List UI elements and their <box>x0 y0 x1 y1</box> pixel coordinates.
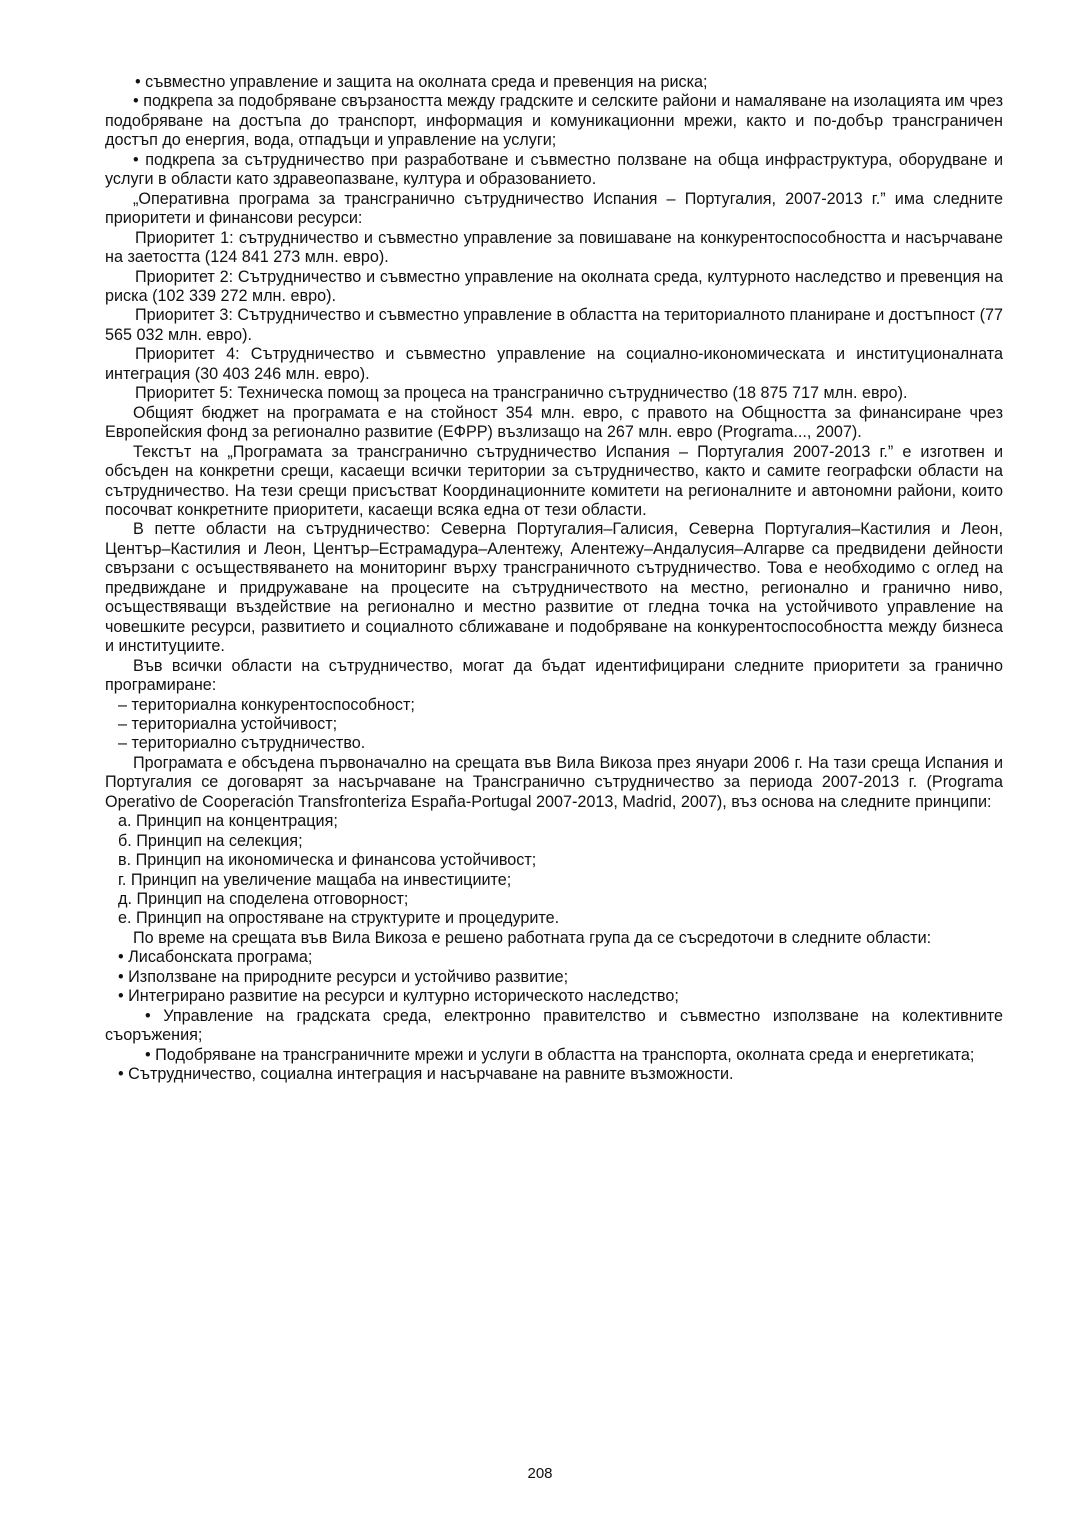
intro-bullet: • подкрепа за подобряване свързаността между градските и селските райони и намаляване на изолацията им чрез подобряване на достъпа до транспорт, информация и комуникационни мрежи, както и по-добър трансграничен достъп до енергия, вода, отпадъци и управление на услуги; <box>105 92 1003 150</box>
text-paragraph: Текстът на „Програмата за трансгранично сътрудничество Испания – Португалия 2007-2013 г.” е изготвен и обсъден на конкретни срещи, касаещи всички територии за сътрудничество, както и самите географски области на сътрудничество. На тези срещи присъстват Координационните комитети на регионалните и автономни райони, които посочват конкретните приоритети, касаещи всяка една от тези области. <box>105 442 1003 519</box>
focus-area-item: • Лисабонската програма; <box>118 948 313 967</box>
focus-area-item: • Сътрудничество, социална интеграция и насърчаване на равните възможности. <box>118 1065 734 1084</box>
principle-item: б. Принцип на селекция; <box>118 831 303 850</box>
principle-item: а. Принцип на концентрация; <box>118 812 338 831</box>
territorial-priority-item: – териториална устойчивост; <box>118 714 338 733</box>
all-areas-paragraph: Във всички области на сътрудничество, могат да бъдат идентифицирани следните приоритети за гранично програмиране: <box>105 656 1003 695</box>
priority-item: Приоритет 4: Сътрудничество и съвместно управление на социално-икономическата и институционалната интеграция (30 403 246 млн. евро). <box>105 345 1003 383</box>
priority-item: Приоритет 5: Техническа помощ за процеса на трансгранично сътрудничество (18 875 717 млн. евро). <box>135 384 908 403</box>
document-page <box>105 73 1003 1085</box>
priority-item: Приоритет 1: сътрудничество и съвместно управление за повишаване на конкурентоспособността и насърчаване на заетостта (124 841 273 млн. евро). <box>105 228 1003 267</box>
intro-bullet: • подкрепа за сътрудничество при разработване и съвместно ползване на обща инфраструктура, оборудване и услуги в области като здравеопазване, култура и образованието. <box>105 150 1003 189</box>
focus-area-item: • Подобряване на трансграничните мрежи и услуги в областта на транспорта, околната среда и енергетиката; <box>145 1045 975 1064</box>
territorial-priority-item: – териториална конкурентоспособност; <box>118 695 415 714</box>
principle-item: д. Принцип на споделена отговорност; <box>118 890 409 909</box>
five-areas-paragraph: В петте области на сътрудничество: Северна Португалия–Галисия, Северна Португалия–Кастилия и Леон, Център–Кастилия и Леон, Център–Естрамадура–Алентежу, Алентежу–Андалусия–Алгарве са предвидени дейности свързани с осъществяването на мониторинг върху трансграничното сътрудничество. Това е необходимо с оглед на предвиждане и придружаване на процесите на сътрудничеството на местно, регионално и гранично ниво, осъществяващи въздействие на регионално и местно развитие от гледна точка на устойчивото управление на човешките ресурси, развитието и социалното сближаване и подобряване на конкурентоспособността между бизнеса и институциите. <box>105 520 1003 656</box>
principle-item: е. Принцип на опростяване на структурите и процедурите. <box>118 909 560 928</box>
priority-item: Приоритет 3: Сътрудничество и съвместно управление в областта на териториалното планиране и достъпност (77 565 032 млн. евро). <box>105 306 1003 344</box>
vila-vicosa-paragraph: Програмата е обсъдена първоначално на срещата във Вила Викоза през януари 2006 г. На тази среща Испания и Португалия се договарят за насърчаване на Трансгранично сътрудничество за периода 2007-2013 г. (Programa Operativo de Cooperación Transfronteriza España-Portugal 2007-2013, Madrid, 2007), въз основа на следните принципи: <box>105 753 1003 811</box>
principle-item: г. Принцип на увеличение мащаба на инвестициите; <box>118 870 512 889</box>
working-group-paragraph: По време на срещата във Вила Викоза е решено работната група да се съсредоточи в следните области: <box>133 928 932 947</box>
focus-area-item: • Управление на градската среда, електронно правителство и съвместно използване на колективните съоръжения; <box>105 1006 1003 1045</box>
budget-paragraph: Общият бюджет на програмата е на стойност 354 млн. евро, с правото на Общността за финансиране чрез Европейския фонд за регионално развитие (ЕФРР) възлизащо на 267 млн. евро (Programa..., 2007). <box>105 403 1003 442</box>
intro-bullet: • съвместно управление и защита на околната среда и превенция на риска; <box>135 73 708 91</box>
priority-item: Приоритет 2: Сътрудничество и съвместно управление на околната среда, културното наследство и превенция на риска (102 339 272 млн. евро). <box>105 267 1003 305</box>
principle-item: в. Принцип на икономическа и финансова устойчивост; <box>118 851 537 870</box>
focus-area-item: • Използване на природните ресурси и устойчиво развитие; <box>118 967 569 986</box>
page-number: 208 <box>527 1465 553 1482</box>
focus-area-item: • Интегрирано развитие на ресурси и културно историческото наследство; <box>118 987 679 1006</box>
program-intro-paragraph: „Оперативна програма за трансгранично сътрудничество Испания – Португалия, 2007-2013 г.” има следните приоритети и финансови ресурси: <box>105 189 1003 228</box>
territorial-priority-item: – териториално сътрудничество. <box>118 734 366 753</box>
